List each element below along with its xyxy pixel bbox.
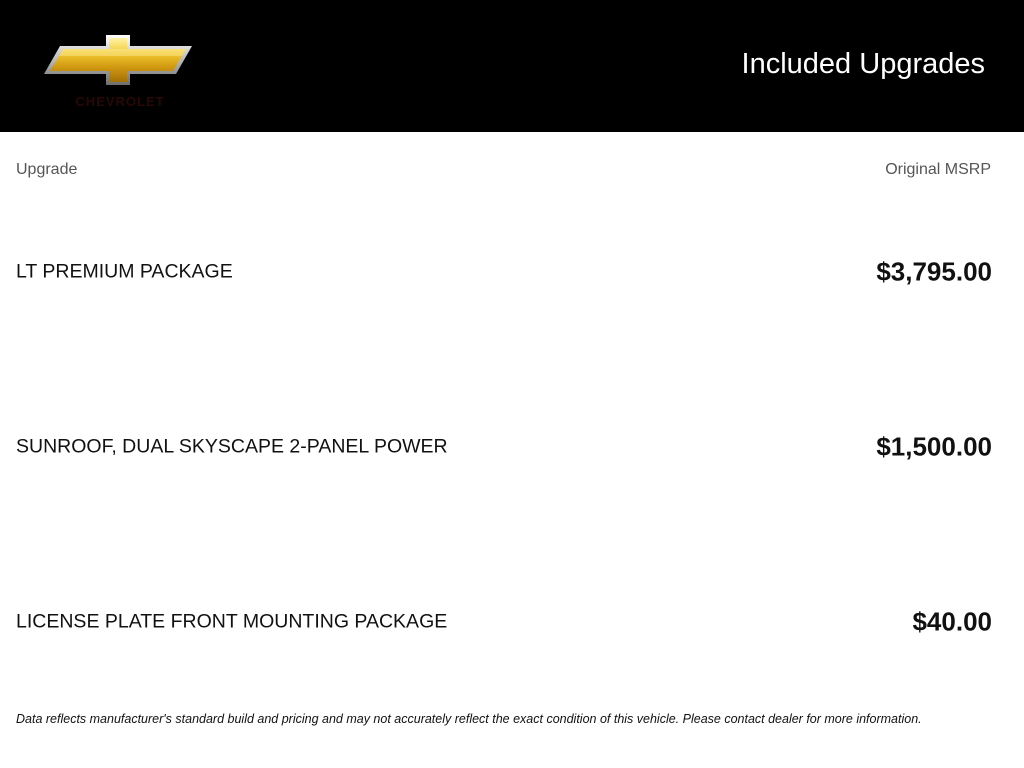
column-header-upgrade: Upgrade (16, 161, 78, 178)
upgrade-name: LT PREMIUM PACKAGE (16, 260, 233, 283)
chevrolet-logo (44, 34, 192, 110)
page-title: Included Upgrades (741, 48, 985, 80)
upgrade-name: SUNROOF, DUAL SKYSCAPE 2-PANEL POWER (16, 435, 448, 458)
column-header-msrp: Original MSRP (885, 161, 991, 178)
disclaimer-text: Data reflects manufacturer's standard build and pricing and may not accurately reflect the exact condition of this vehicle. Please contact dealer for more information. (16, 712, 922, 726)
upgrade-price: $3,795.00 (876, 256, 992, 287)
upgrade-name: LICENSE PLATE FRONT MOUNTING PACKAGE (16, 610, 448, 633)
chevrolet-bowtie-icon (44, 34, 192, 90)
upgrade-row (16, 602, 992, 642)
upgrade-row (16, 427, 992, 467)
upgrade-row (16, 252, 992, 292)
upgrade-price: $1,500.00 (876, 431, 992, 462)
upgrade-price: $40.00 (912, 606, 992, 637)
brand-wordmark: CHEVROLET (75, 94, 165, 109)
page-header (0, 0, 1024, 132)
